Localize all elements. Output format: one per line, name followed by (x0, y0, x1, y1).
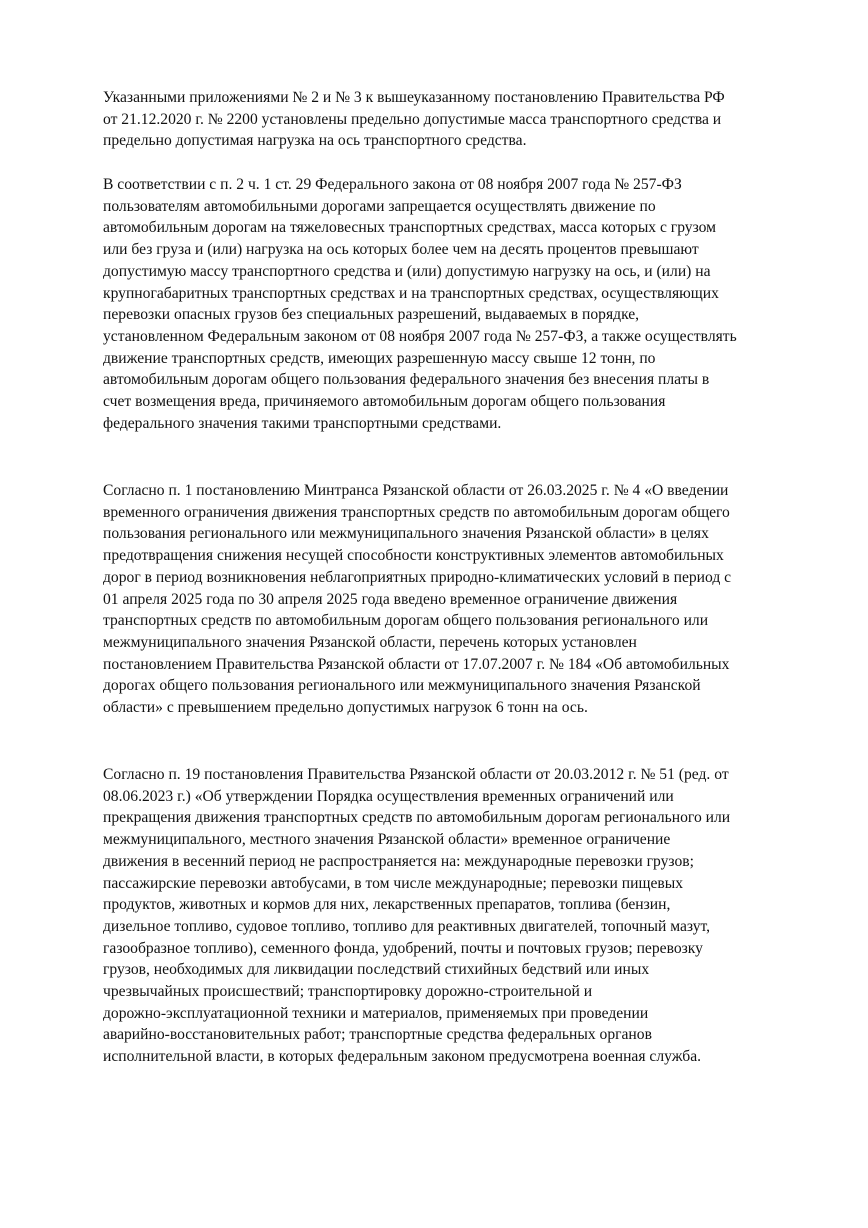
text-line: движения в весенний период не распространяется на: международные перевозки грузов; (103, 852, 694, 870)
text-line: крупногабаритных транспортных средствах и на транспортных средствах, осуществляющих (103, 284, 719, 302)
text-line: газообразное топливо), семенного фонда, удобрений, почты и почтовых грузов; перевозку (103, 939, 703, 957)
text-line: Согласно п. 19 постановления Правительства Рязанской области от 20.03.2012 г. № 51 (ред. от (103, 766, 729, 783)
text-line: предельно допустимая нагрузка на ось транспортного средства. (103, 132, 527, 150)
text-line: установленном Федеральным законом от 08 ноября 2007 года № 257-ФЗ, а также осуществлять (103, 327, 737, 345)
text-line: 08.06.2023 г.) «Об утверждении Порядка осуществления временных ограничений или (103, 787, 674, 805)
text-line: автомобильным дорогам на тяжеловесных транспортных средствах, масса которых с грузом (103, 219, 717, 237)
text-line: предотвращения снижения несущей способности конструктивных элементов автомобильных (103, 547, 724, 565)
paragraph-4 (103, 764, 803, 1068)
text-line: пользования регионального или межмуниципального значения Рязанской области» в целях (103, 525, 709, 543)
text-line: счет возмещения вреда, причиняемого автомобильным дорогам общего пользования (103, 393, 666, 411)
text-line: федерального значения такими транспортными средствами. (103, 414, 502, 432)
text-line: временного ограничения движения транспортных средств по автомобильным дорогам общего (103, 503, 730, 521)
text-line: движение транспортных средств, имеющих разрешенную массу свыше 12 тонн, по (103, 349, 656, 367)
text-line: продуктов, животных и кормов для них, лекарственных препаратов, топлива (бензин, (103, 896, 671, 914)
text-line: грузов, необходимых для ликвидации последствий стихийных бедствий или иных (103, 961, 650, 979)
text-line: области» с превышением предельно допустимых нагрузок 6 тонн на ось. (103, 699, 588, 717)
text-line: транспортных средств по автомобильным дорогам общего пользования регионального или (103, 612, 709, 630)
text-line: Указанными приложениями № 2 и № 3 к вышеуказанному постановлению Правительства РФ (103, 89, 725, 106)
text-line: постановлением Правительства Рязанской области от 17.07.2007 г. № 184 «Об автомобильных (103, 655, 730, 673)
text-line: межмуниципального, местного значения Рязанской области» временное ограничение (103, 831, 671, 849)
paragraph-1 (103, 87, 803, 152)
text-line: 01 апреля 2025 года по 30 апреля 2025 года введено временное ограничение движения (103, 590, 678, 608)
text-line: аварийно-восстановительных работ; транспортные средства федеральных органов (103, 1026, 652, 1044)
text-line: В соответствии с п. 2 ч. 1 ст. 29 Федерального закона от 08 ноября 2007 года № 257-ФЗ (103, 176, 682, 193)
paragraph-3 (103, 480, 803, 719)
text-line: дизельное топливо, судовое топливо, топливо для реактивных двигателей, топочный мазут, (103, 917, 711, 935)
text-line: перевозки опасных грузов без специальных разрешений, выдаваемых в порядке, (103, 306, 640, 324)
text-line: дорожно-эксплуатационной техники и материалов, применяемых при проведении (103, 1004, 649, 1022)
text-line: пользователям автомобильными дорогами запрещается осуществлять движение по (103, 197, 656, 215)
text-line: дорог в период возникновения неблагоприятных природно-климатических условий в период с (103, 568, 732, 586)
text-line: чрезвычайных происшествий; транспортировку дорожно-строительной и (103, 983, 593, 1001)
text-line: или без груза и (или) нагрузка на ось которых более чем на десять процентов превышают (103, 241, 699, 259)
text-line: допустимую массу транспортного средства и (или) допустимую нагрузку на ось, и (или) на (103, 262, 711, 280)
text-line: прекращения движения транспортных средств по автомобильным дорогам регионального или (103, 809, 731, 827)
text-line: от 21.12.2020 г. № 2200 установлены предельно допустимые масса транспортного средства и (103, 110, 722, 128)
text-line: дорогах общего пользования регионального или межмуниципального значения Рязанской (103, 677, 701, 695)
text-line: межмуниципального значения Рязанской области, перечень которых установлен (103, 633, 637, 651)
text-line: Согласно п. 1 постановлению Минтранса Рязанской области от 26.03.2025 г. № 4 «О введении (103, 482, 729, 499)
paragraph-2 (103, 174, 803, 434)
text-line: исполнительной власти, в которых федеральным законом предусмотрена военная служба. (103, 1048, 702, 1066)
text-line: автомобильным дорогам общего пользования федерального значения без внесения платы в (103, 371, 710, 389)
text-line: пассажирские перевозки автобусами, в том числе международные; перевозки пищевых (103, 874, 684, 892)
